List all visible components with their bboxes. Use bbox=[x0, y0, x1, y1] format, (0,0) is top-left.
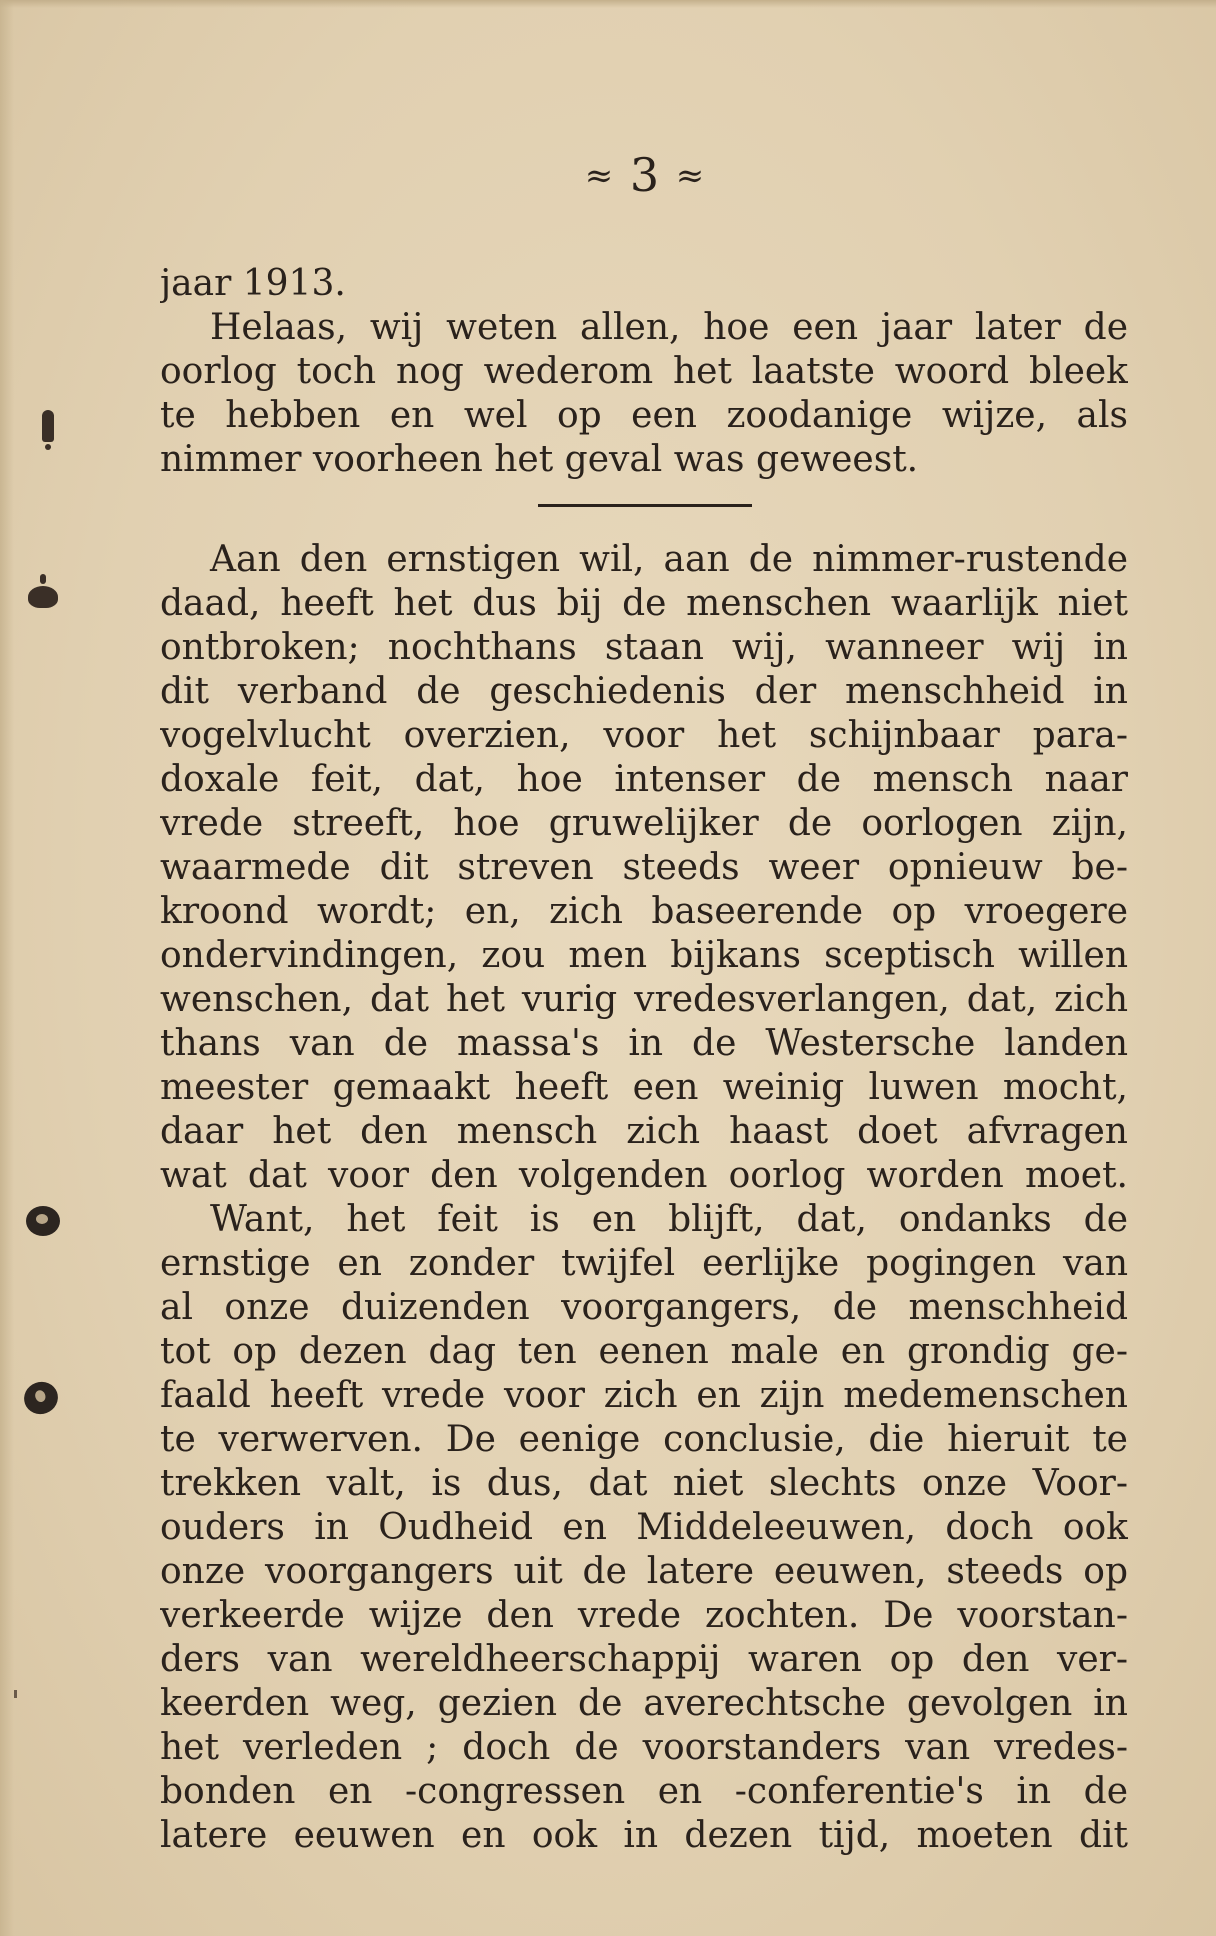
text-line: te hebben en wel op een zoodanige wijze, als bbox=[160, 395, 1128, 436]
text-line: vrede streeft, hoe gruwelijker de oorlogen zijn, bbox=[160, 803, 1128, 844]
section-divider bbox=[538, 504, 752, 507]
text-line: kroond wordt; en, zich baseerende op vroegere bbox=[160, 891, 1128, 932]
text-line: latere eeuwen en ook in dezen tijd, moeten dit bbox=[160, 1815, 1128, 1856]
text-line: al onze duizenden voorgangers, de menschheid bbox=[160, 1287, 1128, 1328]
text-line: vogelvlucht overzien, voor het schijnbaar para- bbox=[160, 715, 1128, 756]
paragraph-block-2 bbox=[160, 538, 1128, 1858]
text-line: dit verband de geschiedenis der menschheid in bbox=[160, 671, 1128, 712]
page-edge-shadow bbox=[0, 0, 14, 1936]
binding-hole-mark bbox=[45, 444, 51, 450]
binding-hole-mark bbox=[42, 410, 54, 442]
binding-hole-mark bbox=[28, 586, 58, 608]
text-line: ondervindingen, zou men bijkans sceptisch willen bbox=[160, 935, 1128, 976]
text-line: ernstige en zonder twijfel eerlijke pogingen van bbox=[160, 1243, 1128, 1284]
binding-hole-mark bbox=[26, 1206, 60, 1236]
text-line: ouders in Oudheid en Middeleeuwen, doch ook bbox=[160, 1507, 1128, 1548]
text-line: nimmer voorheen het geval was geweest. bbox=[160, 439, 919, 480]
page-number-value: 3 bbox=[629, 148, 661, 202]
page-number-suffix: ≈ bbox=[675, 156, 706, 196]
text-line: Want, het feit is en blijft, dat, ondanks de bbox=[210, 1199, 1128, 1240]
text-line: verkeerde wijze den vrede zochten. De voorstan- bbox=[160, 1595, 1128, 1636]
text-line: trekken valt, is dus, dat niet slechts onze Voor- bbox=[160, 1463, 1128, 1504]
text-line: daar het den mensch zich haast doet afvragen bbox=[160, 1111, 1128, 1152]
text-line: meester gemaakt heeft een weinig luwen mocht, bbox=[160, 1067, 1128, 1108]
text-line: jaar 1913. bbox=[160, 263, 346, 304]
text-line: Aan den ernstigen wil, aan de nimmer-rustende bbox=[210, 539, 1128, 580]
text-line: faald heeft vrede voor zich en zijn medemenschen bbox=[160, 1375, 1128, 1416]
text-line: doxale feit, dat, hoe intenser de mensch naar bbox=[160, 759, 1128, 800]
text-line: thans van de massa's in de Westersche landen bbox=[160, 1023, 1128, 1064]
text-line: tot op dezen dag ten eenen male en grondig ge- bbox=[160, 1331, 1128, 1372]
text-line: oorlog toch nog wederom het laatste woord bleek bbox=[160, 351, 1128, 392]
text-line: te verwerven. De eenige conclusie, die hieruit te bbox=[160, 1419, 1128, 1460]
binding-hole-mark bbox=[40, 574, 46, 584]
text-line: wenschen, dat het vurig vredesverlangen, dat, zich bbox=[160, 979, 1128, 1020]
paragraph-block-1 bbox=[160, 262, 1128, 482]
text-line: ontbroken; nochthans staan wij, wanneer wij in bbox=[160, 627, 1128, 668]
text-line: Helaas, wij weten allen, hoe een jaar later de bbox=[210, 307, 1128, 348]
text-line: ders van wereldheerschappij waren op den ver- bbox=[160, 1639, 1128, 1680]
page-number bbox=[0, 150, 1216, 201]
text-line: onze voorgangers uit de latere eeuwen, steeds op bbox=[160, 1551, 1128, 1592]
page-top-edge bbox=[0, 0, 1216, 8]
text-line: bonden en -congressen en -conferentie's in de bbox=[160, 1771, 1128, 1812]
text-line: keerden weg, gezien de averechtsche gevolgen in bbox=[160, 1683, 1128, 1724]
page-number-prefix: ≈ bbox=[584, 156, 615, 196]
text-line: daad, heeft het dus bij de menschen waarlijk niet bbox=[160, 583, 1128, 624]
binding-hole-mark bbox=[14, 1690, 17, 1698]
text-line: het verleden ; doch de voorstanders van vredes- bbox=[160, 1727, 1128, 1768]
text-line: waarmede dit streven steeds weer opnieuw be- bbox=[160, 847, 1128, 888]
text-line: wat dat voor den volgenden oorlog worden moet. bbox=[160, 1155, 1128, 1196]
